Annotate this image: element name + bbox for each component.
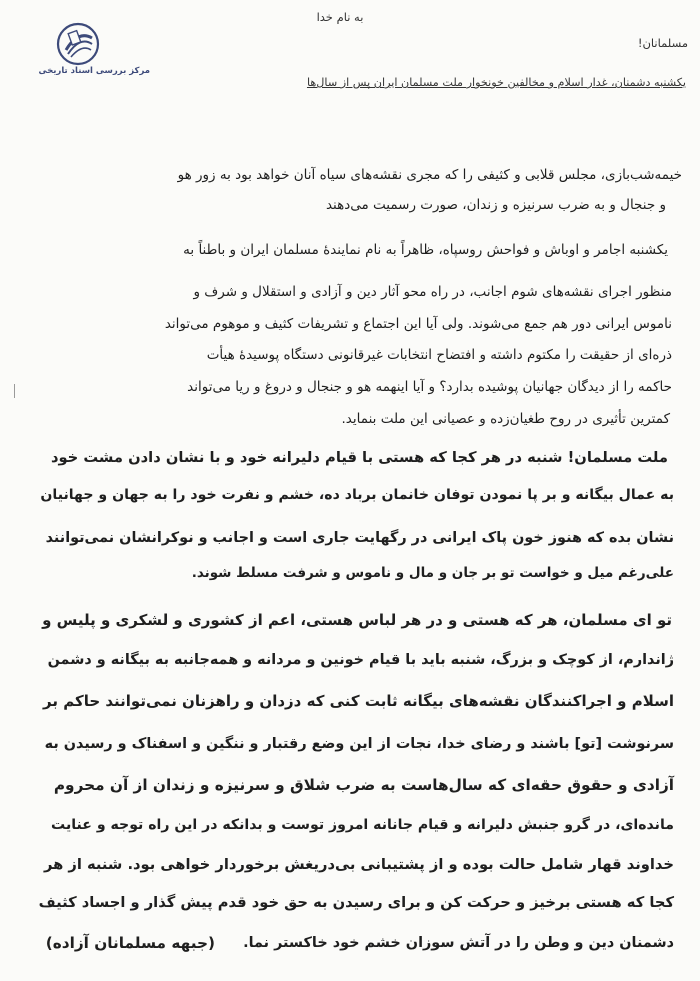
p4-line-9: دشمنان دین و وطن را در آتش سوزان خشم خود خاکستر نما. <box>243 935 674 951</box>
p2-line-2: منظور اجرای نقشه‌های شوم اجانب، در راه محو آثار دین و آزادی و استقلال و شرف و <box>193 284 672 300</box>
p3-line-1: ملت مسلمان! شنبه در هر کجا که هستی با قیام دلیرانه خود و با نشان دادن مشت خود <box>50 449 668 466</box>
bismillah-heading: به نام خدا <box>316 10 364 24</box>
p3-line-3: نشان بده که هنوز خون پاک ایرانی در رگهایت جاری است و اجانب و نوکرانشان نمی‌توانند <box>45 530 674 546</box>
archive-center-logo-icon <box>56 22 100 66</box>
p3-line-2: به عمال بیگانه و بر پا نمودن توفان خانمان برباد ده، خشم و نفرت خود را به جهان و جهانیان <box>40 487 674 503</box>
p4-line-3: اسلام و اجراکنندگان نقشه‌های بیگانه ثابت کنی که دزدان و راهزنان نمی‌توانند حاکم بر <box>43 692 674 710</box>
p4-line-4: سرنوشت [تو] باشند و رضای خدا، نجات از این وضع رقتبار و ننگین و اسفناک و رسیدن به <box>44 736 674 752</box>
p2-line-4: ذره‌ای از حقیقت را مکتوم داشته و افتضاح انتخابات غیرقانونی دستگاه پوسیدهٔ هیأت <box>206 347 672 363</box>
salutation: مسلمانان! <box>637 36 688 50</box>
p4-line-2: ژاندارم، از کوچک و بزرگ، شنبه باید با قیام خونین و مردانه و همه‌جانبه به بیگانه و دشمن <box>47 652 674 668</box>
p1-line-1: خیمه‌شب‌بازی، مجلس قلابی و کثیفی را که مجری نقشه‌های سیاه آنان خواهد بود به زور هو <box>177 167 682 183</box>
p3-line-4: علی‌رغم میل و خواست تو بر جان و مال و ناموس و شرفت مسلط شوند. <box>191 565 674 581</box>
p4-line-8: کجا که هستی برخیز و حرکت کن و برای رسیدن به حق خود قدم پیش گذار و اجساد کثیف <box>38 894 674 911</box>
p4-line-5: آزادی و حقوق حقه‌ای که سال‌هاست به ضرب شلاق و سرنیزه و زندان از آن محروم <box>53 776 674 794</box>
p4-line-1: تو ای مسلمان، هر که هستی و در هر لباس هستی، اعم از کشوری و لشکری و پلیس و <box>42 611 672 629</box>
p2-line-5: حاکمه را از دیدگان جهانیان پوشیده بدارد؟ و آیا اینهمه هو و جنجال و دروغ و ریا می‌تواند <box>187 379 672 395</box>
subtitle-line: یکشنبه دشمنان، غدار اسلام و مخالفین خونخوار ملت مسلمان ایران پس از سال‌ها <box>306 76 686 89</box>
margin-mark <box>14 384 15 398</box>
p2-line-3: ناموس ایرانی دور هم جمع می‌شوند. ولی آیا این اجتماع و تشریفات کثیف و موهوم می‌تواند <box>164 316 672 332</box>
logo-org-name: مرکز بررسی اسناد تاریخی <box>38 66 150 76</box>
signature: (جبهه مسلمانان آزاده) <box>45 934 215 952</box>
p4-line-6: مانده‌ای، در گرو جنبش دلیرانه و قیام جانانه امروز توست و بدانکه در این راه توجه و عنایت <box>51 817 674 833</box>
p2-line-1: یکشنبه اجامر و اوباش و فواحش روسپاه، ظاهراً به نام نمایندهٔ مسلمان ایران و باطناً به <box>183 242 668 258</box>
p2-line-6: کمترین تأثیری در روح طغیان‌زده و عصیانی این ملت بنماید. <box>341 411 670 427</box>
p4-line-7: خداوند قهار شامل حالت بوده و از پشتیبانی بی‌دریغش برخوردار خواهی بود. شنبه از هر <box>43 856 674 873</box>
p1-line-2: و جنجال و به ضرب سرنیزه و زندان، صورت رسمیت می‌دهند <box>325 197 666 213</box>
